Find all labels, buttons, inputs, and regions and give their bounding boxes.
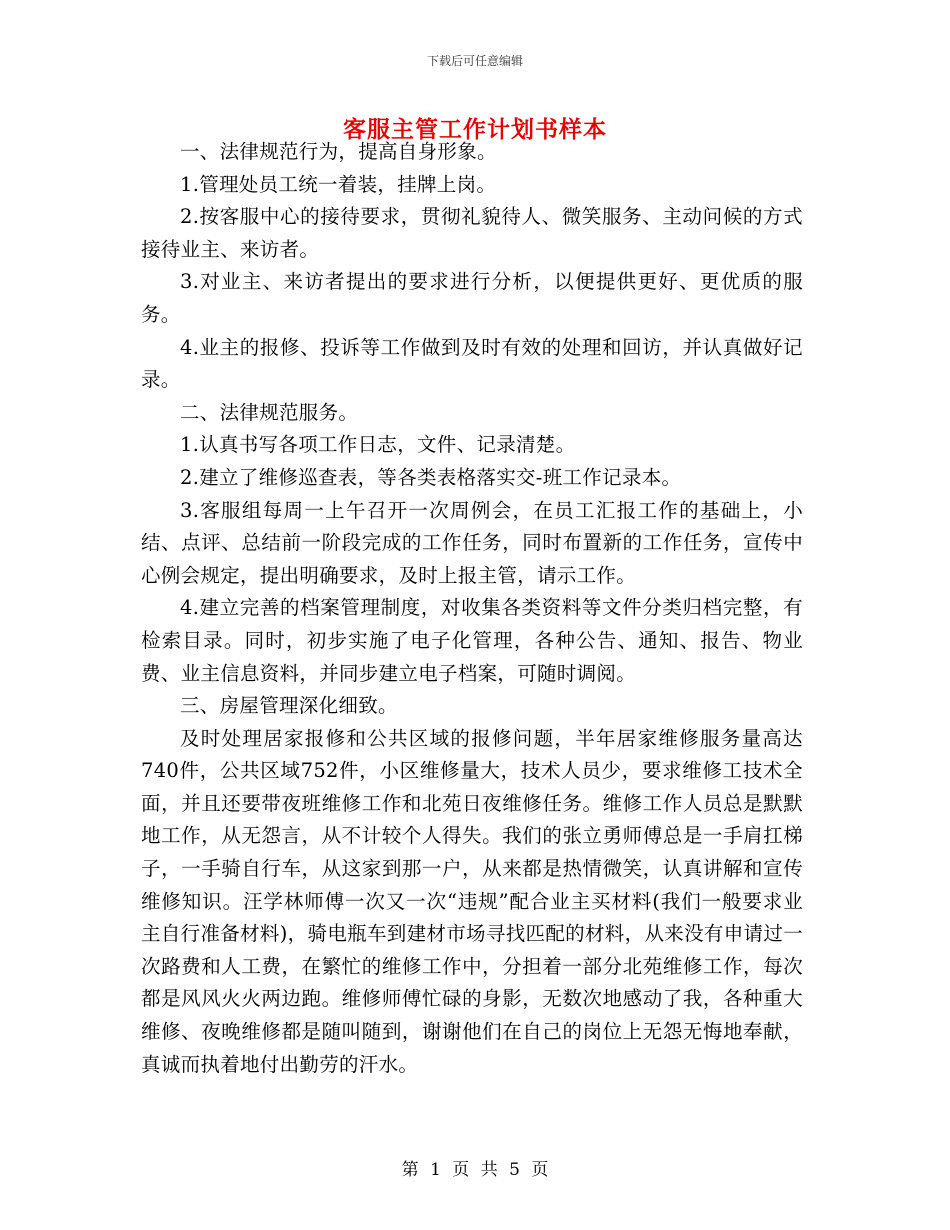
paragraph: 4.业主的报修、投诉等工作做到及时有效的处理和回访，并认真做好记录。 <box>141 335 803 392</box>
paragraph: 1.管理处员工统一着装，挂牌上岗。 <box>180 172 497 196</box>
paragraph: 3.客服组每周一上午召开一次周例会，在员工汇报工作的基础上，小结、点评、总结前一阶段完成的工作任务，同时布置新的工作任务，宣传中心例会规定，提出明确要求，及时上报主管，请示工作。 <box>141 498 803 587</box>
section-heading-3: 三、房屋管理深化细致。 <box>180 694 398 718</box>
document-body <box>141 136 803 1081</box>
paragraph: 1.认真书写各项工作日志，文件、记录清楚。 <box>180 433 576 457</box>
paragraph: 4.建立完善的档案管理制度，对收集各类资料等文件分类归档完整，有检索目录。同时，初步实施了电子化管理，各种公告、通知、报告、物业费、业主信息资料，并同步建立电子档案，可随时调阅。 <box>141 596 803 685</box>
paragraph: 3.对业主、来访者提出的要求进行分析，以便提供更好、更优质的服务。 <box>141 270 803 326</box>
document-title: 客服主管工作计划书样本 <box>343 116 607 143</box>
paragraph: 2.建立了维修巡查表，等各类表格落实交-班工作记录本。 <box>180 465 682 489</box>
paragraph: 及时处理居家报修和公共区域的报修问题，半年居家维修服务量高达740件，公共区域752件，小区维修量大，技术人员少，要求维修工技术全面，并且还要带夜班维修工作和北苑日夜维修任务。维修工作人员总是默默地工作，从无怨言，从不计较个人得失。我们的张立勇师傅总是一手肩扛梯子，一手骑自行车，从这家到那一户，从来都是热情微笑，认真讲解和宣传维修知识。汪学林师傅一次又一次“违规”配合业主买材料(我们一般要求业主自行准备材料)，骑电瓶车到建材市场寻找匹配的材料，从来没有申请过一次路费和人工费，在繁忙的维修工作中，分担着一部分北苑维修工作，每次都是风风火火两边跑。维修师傅忙碌的身影，无数次地感动了我，各种重大维修、夜晚维修都是随叫随到，谢谢他们在自己的岗位上无怨无悔地奉献，真诚而执着地付出勤劳的汗水。 <box>141 726 803 1076</box>
section-heading-1: 一、法律规范行为，提高自身形象。 <box>180 140 497 163</box>
page-header: 下载后可任意编辑 <box>426 54 523 68</box>
page-number-footer: 第 1 页 共 5 页 <box>401 1160 549 1180</box>
section-heading-2: 二、法律规范服务。 <box>180 400 359 424</box>
paragraph: 2.按客服中心的接待要求，贯彻礼貌待人、微笑服务、主动问候的方式接待业主、来访者。 <box>141 205 803 261</box>
